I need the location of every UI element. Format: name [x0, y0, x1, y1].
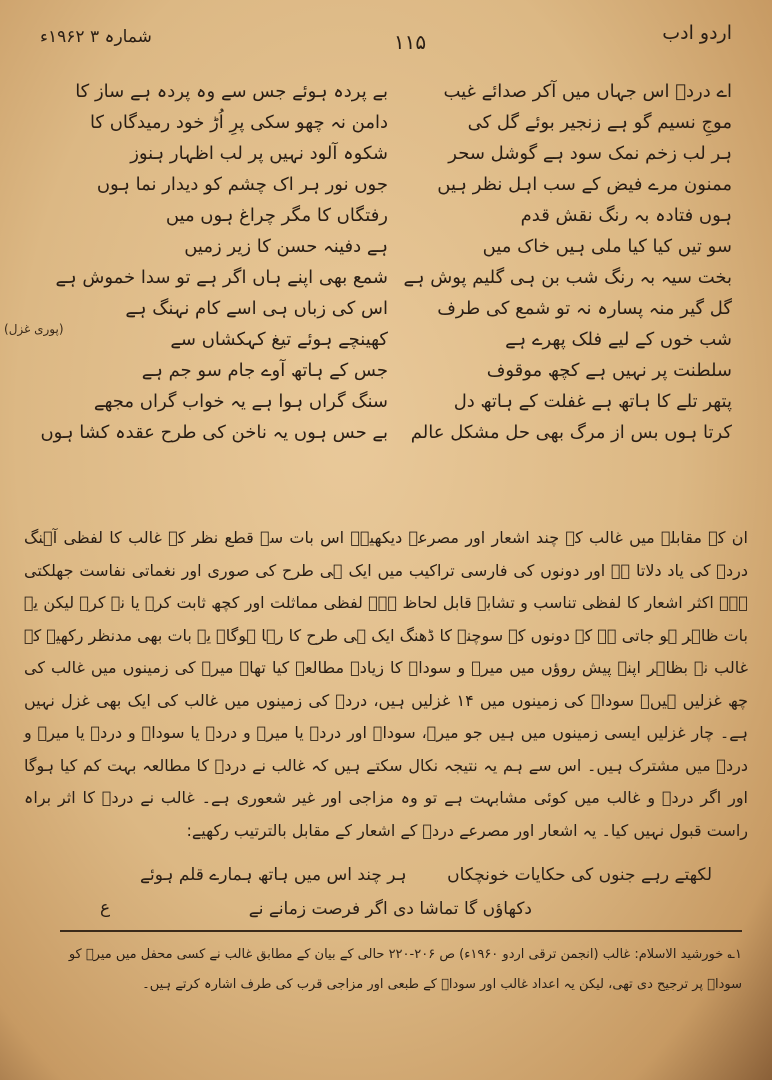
- misra-first: پتھر تلے کا ہاتھ ہے غفلت کے ہاتھ دل: [453, 391, 732, 412]
- misra-second: دامن نہ چھو سکی پرِ اُڑ خود رمیدگاں کا: [89, 112, 388, 133]
- body-paragraph: ان کے مقابلے میں غالب کے چند اشعار اور مصرعے دیکھیے۔ اس بات سے قطع نظر کہ غالب کا لفظی آہنگ دردؔ کی یاد دلاتا ہے اور دونوں کی فارسی تراکیب میں ایک ہی طرح کی صوری اور نغماتی نفاست جھلکتی ہے۔ اکثر اشعار کا لفظی تناسب و تشابہ قابل لحاظ ہے۔ لفظی مماثلت اور کچھ ثابت کرے یا نہ کرے لیکن یہ بات ظاہر ہو جاتی ہے کہ دونوں کے سوچنے کا ڈھنگ ایک ہی طرح کا رہا ہوگا۔ یہ بات بھی مدنظر رکھیے کہ غالب نے بظاہر اپنے پیش روؤں میں میرؔ و سوداؔ کا زیادہ مطالعہ کیا تھا۔ میرؔ کی زمینوں میں غالب کی چھ غزلیں ہیں۔ سوداؔ کی زمینوں میں ۱۴ غزلیں ہیں، دردؔ کی زمینوں میں غالب کی ایک بھی غزل نہیں ہے۔ چار غزلیں ایسی زمینوں میں ہیں جو میرؔ، سوداؔ اور دردؔ یا میرؔ و دردؔ یا سوداؔ و دردؔ یا میرؔ و دردؔ میں مشترک ہیں۔ اس سے ہم یہ نتیجہ نکال سکتے ہیں کہ غالب نے دردؔ کا مطالعہ بہت کم کیا ہوگا اور اگر دردؔ و غالب میں کوئی مشابہت ہے تو وہ مزاجی اور غیر شعوری ہے۔ غالب نے دردؔ کا اثر براہ راست قبول نہیں کیا۔ یہ اشعار اور مصرعے دردؔ کے اشعار کے مقابل بالترتیب رکھیے:: [24, 528, 749, 840]
- misra-second: جوں نور ہر اک چشم کو دیدار نما ہوں: [96, 174, 388, 195]
- couplet: [28, 357, 732, 388]
- quote-marker: ع: [100, 898, 111, 918]
- couplet: [28, 388, 732, 419]
- misra-first: ہر لب زخم نمک سود ہے گوشل سحر: [448, 143, 732, 164]
- misra-first: کرتا ہوں بس از مرگ بھی حل مشکل عالم: [410, 422, 732, 443]
- couplet: [28, 78, 732, 109]
- misra-first: ممنون مرے فیض کے سب اہل نظر ہیں: [437, 174, 732, 195]
- misra-first: بخت سیہ بہ رنگ شب بن ہی گلیم پوش ہے: [403, 267, 732, 288]
- margin-note: (پوری غزل): [4, 322, 64, 336]
- misra-second: کھینچے ہوئے تیغ کہکشاں سے: [170, 329, 388, 350]
- page-header: [40, 22, 732, 62]
- misra-second: جس کے ہاتھ آوے جام سو جم ہے: [141, 360, 388, 381]
- quote-line: دکھاؤں گا تماشا دی اگر فرصت زمانے نے: [248, 899, 532, 919]
- couplet: [28, 109, 732, 140]
- couplet: [28, 295, 732, 326]
- misra-second: سنگ گراں ہوا ہے یہ خواب گراں مجھے: [93, 391, 388, 412]
- misra-first: ہوں فتادہ بہ رنگ نقش قدم: [520, 205, 732, 226]
- issue-label: شمارہ ۳ ۱۹۶۲ء: [40, 27, 152, 47]
- couplet: [28, 264, 732, 295]
- misra-second: اس کی زباں ہی اسے کام نہنگ ہے: [125, 298, 388, 319]
- couplet-list: [28, 78, 732, 518]
- footnote-divider: [60, 930, 742, 932]
- couplet: [28, 202, 732, 233]
- journal-title: اردو ادب: [662, 22, 732, 44]
- misra-second: رفتگاں کا مگر چراغ ہوں میں: [165, 205, 388, 226]
- quote-line: لکھتے رہے جنوں کی حکایات خونچکاں: [447, 865, 712, 885]
- misra-second: شمع بھی اپنے ہاں اگر ہے تو سدا خموش ہے: [55, 267, 388, 288]
- misra-first: شب خوں کے لیے فلک پھرے ہے: [505, 329, 732, 350]
- footnote: ۱؎ خورشید الاسلام: غالب (انجمن ترقی اردو ۱۹۶۰ء) ص ۲۰۶-۲۲۰ حالی کے بیان کے مطابق غالب نے کسی محفل میں میرؔ کو سوداؔ پر ترجیح دی تھی، لیکن یہ اعداد غالب اور سوداؔ کے طبعی اور مزاجی قرب کی طرف اشارہ کرتے ہیں۔: [68, 947, 742, 992]
- misra-first: اے دردؔ اس جہاں میں آکر صدائے غیب: [443, 81, 732, 102]
- misra-first: سو تیں کیا کیا ملی ہیں خاک میں: [482, 236, 732, 257]
- misra-first: سلطنت پر نہیں ہے کچھ موقوف: [486, 360, 732, 381]
- quoted-verses: [40, 862, 712, 932]
- couplet: [28, 140, 732, 171]
- misra-first: موجِ نسیم گو ہے زنجیر بوئے گل کی: [467, 112, 732, 133]
- page-number: ۱۱۵: [393, 30, 427, 54]
- misra-first: گل گیر منہ پسارہ نہ تو شمع کی طرف: [437, 298, 732, 319]
- misra-second: بے پردہ ہوئے جس سے وہ پردہ ہے ساز کا: [75, 81, 388, 102]
- misra-second: ہے دفینہ حسن کا زیر زمیں: [184, 236, 388, 257]
- couplet: [28, 171, 732, 202]
- quote-line: ہر چند اس میں ہاتھ ہمارے قلم ہوئے: [140, 865, 407, 885]
- misra-second: بے حس ہوں یہ ناخن کی طرح عقدہ کشا ہوں: [40, 422, 388, 443]
- misra-second: شکوہ آلود نہیں پر لب اظہار ہنوز: [130, 143, 388, 164]
- couplet: [28, 326, 732, 357]
- couplet: [28, 233, 732, 264]
- couplet: [28, 419, 732, 450]
